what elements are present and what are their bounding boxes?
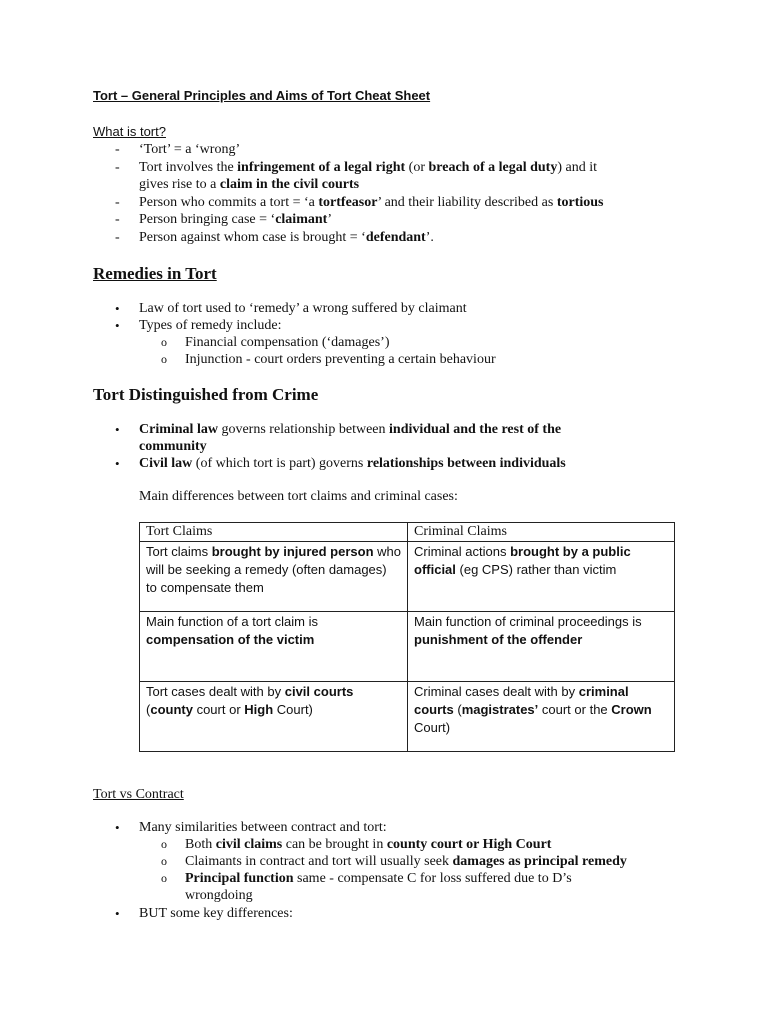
list-item: o Injunction - court orders preventing a certain behaviour <box>161 352 496 367</box>
table-cell: Criminal actions brought by a public official (eg CPS) rather than victim <box>408 542 675 612</box>
list-item: • Law of tort used to ‘remedy’ a wrong suffered by claimant <box>115 301 467 316</box>
list-item: • Types of remedy include: <box>115 318 282 333</box>
table-row <box>140 542 675 612</box>
list-item: o Financial compensation (‘damages’) <box>161 335 390 350</box>
differences-intro: Main differences between tort claims and criminal cases: <box>139 489 458 504</box>
what-is-tort-list <box>93 141 713 246</box>
list-item: o Principal function same - compensate C for loss suffered due to D’s wrongdoing <box>161 871 572 903</box>
list-item: - Person against whom case is brought = ‘defendant’. <box>115 229 434 245</box>
table-cell: Criminal cases dealt with by criminal courts (magistrates’ court or the Crown Court) <box>408 682 675 752</box>
remedies-list <box>93 300 713 334</box>
table-row <box>140 682 675 752</box>
list-item: • Many similarities between contract and tort: <box>115 820 387 835</box>
list-item: - Tort involves the infringement of a legal right (or breach of a legal duty) and it gives rise to a claim in the civil courts <box>115 159 597 192</box>
table-cell: Tort claims brought by injured person who will be seeking a remedy (often damages) to compensate them <box>140 542 408 612</box>
list-item: - Person bringing case = ‘claimant’ <box>115 212 332 227</box>
list-item: - Person who commits a tort = ‘a tortfeasor’ and their liability described as tortious <box>115 194 604 210</box>
list-item: o Both civil claims can be brought in county court or High Court <box>161 837 552 852</box>
table-header-tort: Tort Claims <box>140 523 408 542</box>
contract-sublist <box>93 836 753 904</box>
remedies-sublist <box>93 334 713 368</box>
list-item: - ‘Tort’ = a ‘wrong’ <box>115 142 241 157</box>
what-is-tort-heading: What is tort? <box>93 124 166 139</box>
list-item: • BUT some key differences: <box>115 906 293 921</box>
table-cell: Main function of a tort claim is compensation of the victim <box>140 612 408 682</box>
crime-heading: Tort Distinguished from Crime <box>93 385 319 404</box>
table-cell: Tort cases dealt with by civil courts (county court or High Court) <box>140 682 408 752</box>
table-row <box>140 612 675 682</box>
table-header-row <box>140 523 675 542</box>
contract-heading: Tort vs Contract <box>93 787 184 802</box>
list-item: o Claimants in contract and tort will usually seek damages as principal remedy <box>161 854 627 869</box>
contract-list-2 <box>93 905 713 922</box>
contract-list <box>93 819 713 836</box>
crime-list <box>93 421 713 472</box>
remedies-heading: Remedies in Tort <box>93 264 217 283</box>
page-title: Tort – General Principles and Aims of Tort Cheat Sheet <box>93 88 431 103</box>
table-header-criminal: Criminal Claims <box>408 523 675 542</box>
table-cell: Main function of criminal proceedings is punishment of the offender <box>408 612 675 682</box>
list-item: • Criminal law governs relationship between individual and the rest of the community <box>115 422 562 454</box>
list-item: • Civil law (of which tort is part) governs relationships between individuals <box>115 456 566 471</box>
comparison-table <box>139 522 675 752</box>
